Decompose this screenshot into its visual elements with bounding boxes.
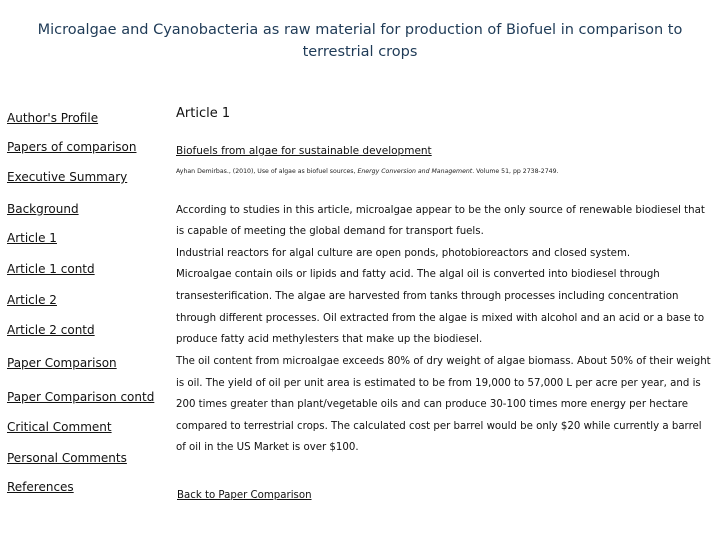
body-line: compared to terrestrial crops. The calculated cost per barrel would be only $20 while currently a barrel: [176, 421, 702, 432]
citation-details: . Volume 51, pp 2738-2749.: [472, 168, 559, 175]
body-line: of oil in the US Market is over $100.: [176, 442, 359, 453]
citation: [176, 168, 558, 175]
body-line: Microalgae contain oils or lipids and fatty acid. The algal oil is converted into biodiesel through: [176, 269, 660, 280]
body-line: The oil content from microalgae exceeds 80% of dry weight of algae biomass. About 50% of their weight: [176, 356, 711, 367]
nav-link-article-1[interactable]: Article 1: [7, 231, 57, 245]
body-line: produce fatty acid methylesters that make up the biodiesel.: [176, 334, 483, 345]
body-line: is capable of meeting the global demand for transport fuels.: [176, 226, 484, 237]
nav-link-background[interactable]: Background: [7, 202, 79, 216]
article-heading: Article 1: [176, 106, 231, 121]
nav-link-references[interactable]: References: [7, 480, 74, 494]
article-title-link[interactable]: Biofuels from algae for sustainable development: [176, 145, 432, 157]
nav-link-paper-comparison[interactable]: Paper Comparison: [7, 356, 117, 370]
back-to-paper-comparison-link[interactable]: Back to Paper Comparison: [177, 490, 312, 501]
nav-link-article-2[interactable]: Article 2: [7, 293, 57, 307]
nav-link-authors-profile[interactable]: Author's Profile: [7, 111, 99, 125]
nav-link-article-2-contd[interactable]: Article 2 contd: [7, 323, 95, 337]
body-line: 200 times greater than plant/vegetable oils and can produce 30-100 times more energy per hectare: [176, 399, 689, 410]
body-line: According to studies in this article, microalgae appear to be the only source of renewable biodiesel that: [176, 205, 705, 216]
nav-link-executive-summary[interactable]: Executive Summary: [7, 170, 128, 184]
body-line: Industrial reactors for algal culture are open ponds, photobioreactors and closed system.: [176, 248, 631, 259]
nav-link-critical-comment[interactable]: Critical Comment: [7, 420, 112, 434]
citation-journal: Energy Conversion and Management: [357, 168, 473, 175]
body-line: transesterification. The algae are harvested from tanks through processes including concentration: [176, 291, 679, 302]
citation-authors: Ayhan Demirbas., (2010), Use of algae as biofuel sources,: [176, 168, 358, 175]
body-line: through different processes. Oil extracted from the algae is mixed with alcohol and an acid or a base to: [176, 313, 705, 324]
body-line: is oil. The yield of oil per unit area is estimated to be from 19,000 to 57,000 L per acre per year, and is: [176, 378, 701, 389]
page-title: Microalgae and Cyanobacteria as raw material for production of Biofuel in comparison to terrestrial crops: [37, 22, 683, 60]
nav-link-personal-comments[interactable]: Personal Comments: [7, 451, 127, 465]
nav-link-article-1-contd[interactable]: Article 1 contd: [7, 262, 95, 276]
nav-link-paper-comparison-contd[interactable]: Paper Comparison contd: [7, 390, 155, 404]
nav-link-papers-of-comparison[interactable]: Papers of comparison: [7, 140, 137, 154]
